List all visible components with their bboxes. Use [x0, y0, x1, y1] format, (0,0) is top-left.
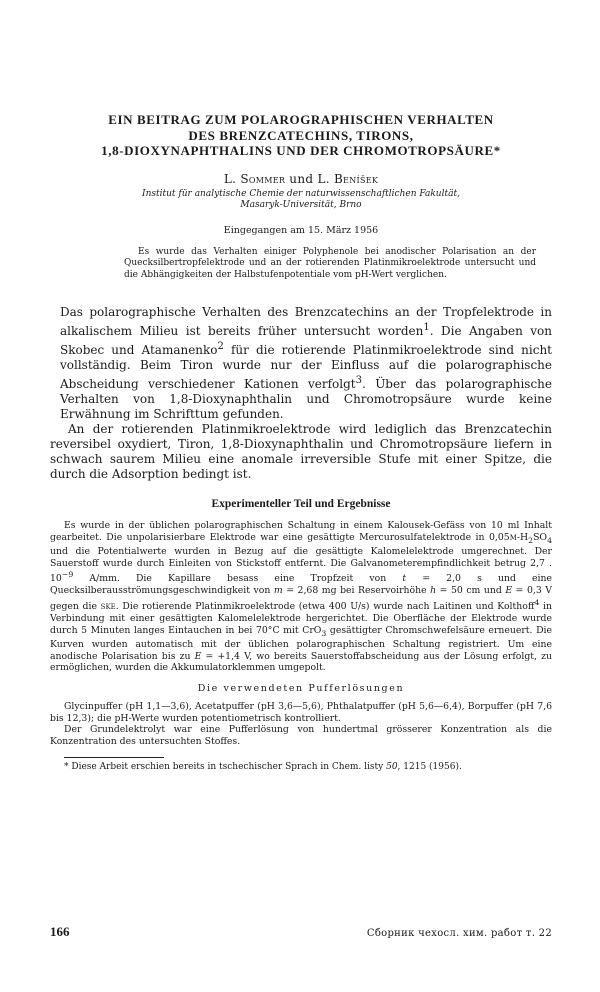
received-date: Eingegangen am 15. März 1956: [223, 224, 379, 236]
title-line: DES BRENZCATECHINS, TIRONS,: [188, 127, 414, 143]
buffer-heading: Die verwendeten Pufferlösungen: [197, 682, 405, 694]
introduction: [50, 305, 552, 482]
footnote: * Diese Arbeit erschien bereits in tschechischer Sprach in Chem. listy 50, 1215 (1956).: [64, 762, 462, 773]
affiliation-line: Institut für analytische Chemie der naturwissenschaftlichen Fakultät,: [142, 188, 460, 199]
abstract: Es wurde das Verhalten einiger Polyphenole bei anodischer Polarisation an der Quecksilbertropfelektrode und an der rotierenden Platinmikroelektrode untersucht und die Abhängigkeiten der Halbstufenpotentiale vom pH-Wert verglichen.: [124, 246, 536, 280]
journal-name: Сборник чехосл. хим. работ т. 22: [366, 928, 552, 939]
footnote-rule: [64, 757, 164, 758]
intro-paragraph: Das polarographische Verhalten des Brenzcatechins an der Tropfelektrode in alkalischem Milieu ist bereits früher untersucht worden$^1$. Die Angaben von Skobec und Atamanenko$^2$ für die rotierende Platinmikroelektrode sind nicht vollständig. Beim Tiron wurde nur der Einfluss auf die polarographische Abscheidung verschiedener Kationen verfolgt$^3$. Über das polarographische Verhalten von 1,8-Dioxynaphthalin und Chromotropsäure wurde keine Erwähnung im Schrifttum gefunden.: [60, 305, 553, 422]
experimental-paragraph: Es wurde in der üblichen polarographischen Schaltung in einem Kalousek-Gefäss von 10 ml Inhalt gearbeitet. Die unpolarisierbare Elektrode war eine gesättigte Mercurosulfatelektrode in $0,05M-H_2SO_4$ und die Potentialwerte wurden in Bezug auf die gesättigte Kalomelelektrode umgerechnet. Der Sauerstoff wurde durch Einleiten von Stickstoff entfernt. Die Galvanometerempfindlichkeit betrug 2,7 . $10^{-9}$ A/mm. Die Kapillare besass eine Tropfzeit von t = 2,0 s und eine Quecksilberausströmungsgeschwindigkeit von m = 2,68 mg bei Reservoirhöhe h = 50 cm und E = 0,3 V gegen die SKE. Die rotierende Platinmikroelektrode (etwa 400 U/s) wurde nach Laitinen und Kolthoff$^4$ in Verbindung mit einer gesättigten Kalomelelektrode hergerichtet. Die Oberfläche der Elektrode wurde durch 5 Minuten langes Eintauchen in bei 70°C mit CrO$_3$ gesättigter Chromschwefelsäure erneuert. Die Kurven wurden automatisch mit der üblichen polarographischen Schaltung registriert. Um eine anodische Polarisation bis zu E = +1,4 V, wo bereits Sauerstoffabscheidung aus der Lösung erfolgt, zu ermöglichen, wurden die Akkumulatorklemmen umgepolt.: [50, 520, 553, 674]
title-line: 1,8-DIOXYNAPHTHALINS UND DER CHROMOTROPSÄURE*: [101, 143, 501, 158]
page-footer: [50, 924, 552, 940]
authors: L. Sommer und L. Beníšek: [223, 171, 379, 186]
intro-paragraph: An der rotierenden Platinmikroelektrode wird lediglich das Brenzcatechin reversibel oxydiert, Tiron, 1,8-Dioxynaphthalin und Chromotropsäure liefern in schwach saurem Milieu eine anomale irreversible Stufe mit einer Spitze, die durch die Adsorption bedingt ist.: [50, 422, 552, 482]
experimental-section: [50, 520, 552, 747]
title-line: EIN BEITRAG ZUM POLAROGRAPHISCHEN VERHALTEN: [108, 112, 494, 127]
buffer-paragraph: Der Grundelektrolyt war eine Pufferlösung von hundertmal grösserer Konzentration als die Konzentration des untersuchten Stoffes.: [50, 724, 552, 747]
section-heading: Experimenteller Teil und Ergebnisse: [211, 498, 391, 511]
buffer-paragraph: Glycinpuffer (pH 1,1—3,6), Acetatpuffer (pH 3,6—5,6), Phthalatpuffer (pH 5,6—6,4), Borpuffer (pH 7,6 bis 12,3); die pH-Werte wurden potentiometrisch kontrolliert.: [50, 701, 552, 724]
affiliation: [50, 189, 552, 212]
page-number: 166: [50, 924, 70, 939]
affiliation-line: Masaryk-Universität, Brno: [240, 200, 362, 210]
journal-page: [0, 112, 600, 992]
article-title: [50, 112, 552, 159]
